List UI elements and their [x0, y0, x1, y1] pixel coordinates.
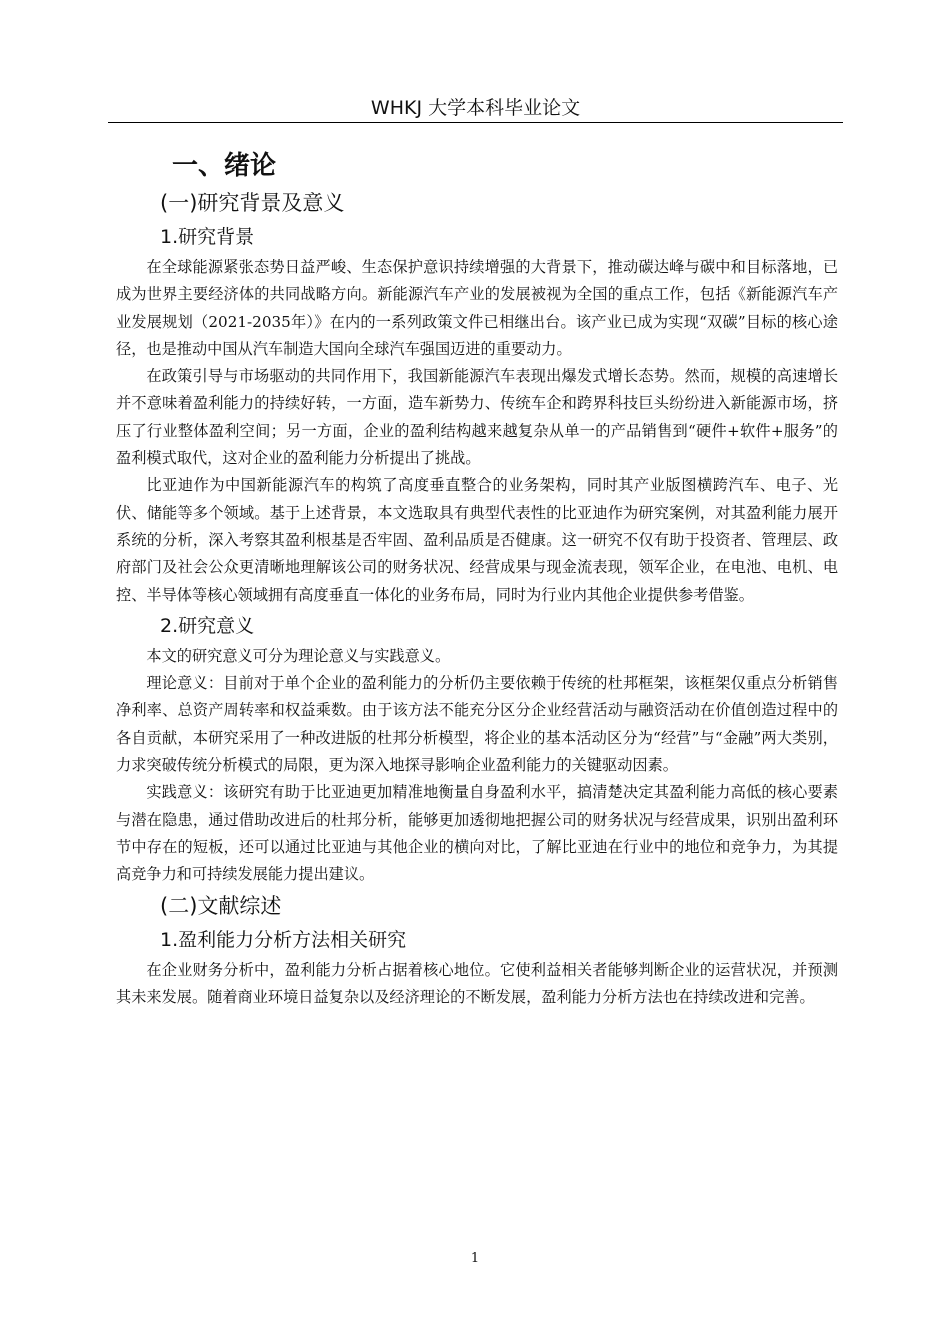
chapter-title: 一、绪论 — [172, 151, 277, 181]
header-divider — [108, 122, 843, 123]
paragraph: 本文的研究意义可分为理论意义与实践意义。 — [146, 646, 451, 665]
paragraph: 在企业财务分析中，盈利能力分析占据着核心地位。它使利益相关者能够判断企业的运营状况，并预测其未来发展。随着商业环境日益复杂以及经济理论的不断发展，盈利能力分析方法也在持续改进和完善。 — [116, 960, 838, 1006]
page-body — [116, 146, 838, 1011]
page-header: WHKJ 大学本科毕业论文 — [370, 97, 581, 119]
paragraph: 在政策引导与市场驱动的共同作用下，我国新能源汽车表现出爆发式增长态势。然而，规模的高速增长并不意味着盈利能力的持续好转，一方面，造车新势力、传统车企和跨界科技巨头纷纷进入新能源市场，挤压了行业整体盈利空间；另一方面，企业的盈利结构越来越复杂从单一的产品销售到“硬件+软件+服务”的盈利模式取代，这对企业的盈利能力分析提出了挑战。 — [116, 367, 838, 468]
section-title-literature: (二)文献综述 — [160, 893, 282, 918]
subsection-title-significance: 2.研究意义 — [160, 614, 255, 637]
section-title-background: (一)研究背景及意义 — [160, 191, 345, 215]
paragraph: 理论意义：目前对于单个企业的盈利能力的分析仍主要依赖于传统的杜邦框架，该框架仅重点分析销售净利率、总资产周转率和权益乘数。由于该方法不能充分区分企业经营活动与融资活动在价值创造过程中的各自贡献，本研究采用了一种改进版的杜邦分析模型，将企业的基本活动区分为“经营”与“金融”两大类别，力求突破传统分析模式的局限，更为深入地探寻影响企业盈利能力的关键驱动因素。 — [116, 674, 838, 775]
paragraph: 比亚迪作为中国新能源汽车的构筑了高度垂直整合的业务架构，同时其产业版图横跨汽车、电子、光伏、储能等多个领域。基于上述背景，本文选取具有典型代表性的比亚迪作为研究案例，对其盈利能力展开系统的分析，深入考察其盈利根基是否牢固、盈利品质是否健康。这一研究不仅有助于投资者、管理层、政府部门及社会公众更清晰地理解该公司的财务状况、经营成果与现金流表现，领军企业，在电池、电机、电控、半导体等核心领域拥有高度垂直一体化的业务布局，同时为行业内其他企业提供参考借鉴。 — [116, 476, 838, 604]
paragraph: 实践意义：该研究有助于比亚迪更加精准地衡量自身盈利水平，搞清楚决定其盈利能力高低的核心要素与潜在隐患，通过借助改进后的杜邦分析，能够更加透彻地把握公司的财务状况与经营成果，识别出盈利环节中存在的短板，还可以通过比亚迪与其他企业的横向对比，了解比亚迪在行业中的地位和竞争力，为其提高竞争力和可持续发展能力提出建议。 — [116, 783, 838, 884]
paragraph: 在全球能源紧张态势日益严峻、生态保护意识持续增强的大背景下，推动碳达峰与碳中和目标落地，已成为世界主要经济体的共同战略方向。新能源汽车产业的发展被视为全国的重点工作，包括《新能源汽车产业发展规划（2021-2035年）》在内的一系列政策文件已相继出台。该产业已成为实现“双碳”目标的核心途径，也是推动中国从汽车制造大国向全球汽车强国迈进的重要动力。 — [116, 258, 838, 358]
subsection-title-background: 1.研究背景 — [160, 226, 255, 248]
subsection-title-methods: 1.盈利能力分析方法相关研究 — [160, 928, 407, 951]
page-number: 1 — [470, 1251, 480, 1266]
